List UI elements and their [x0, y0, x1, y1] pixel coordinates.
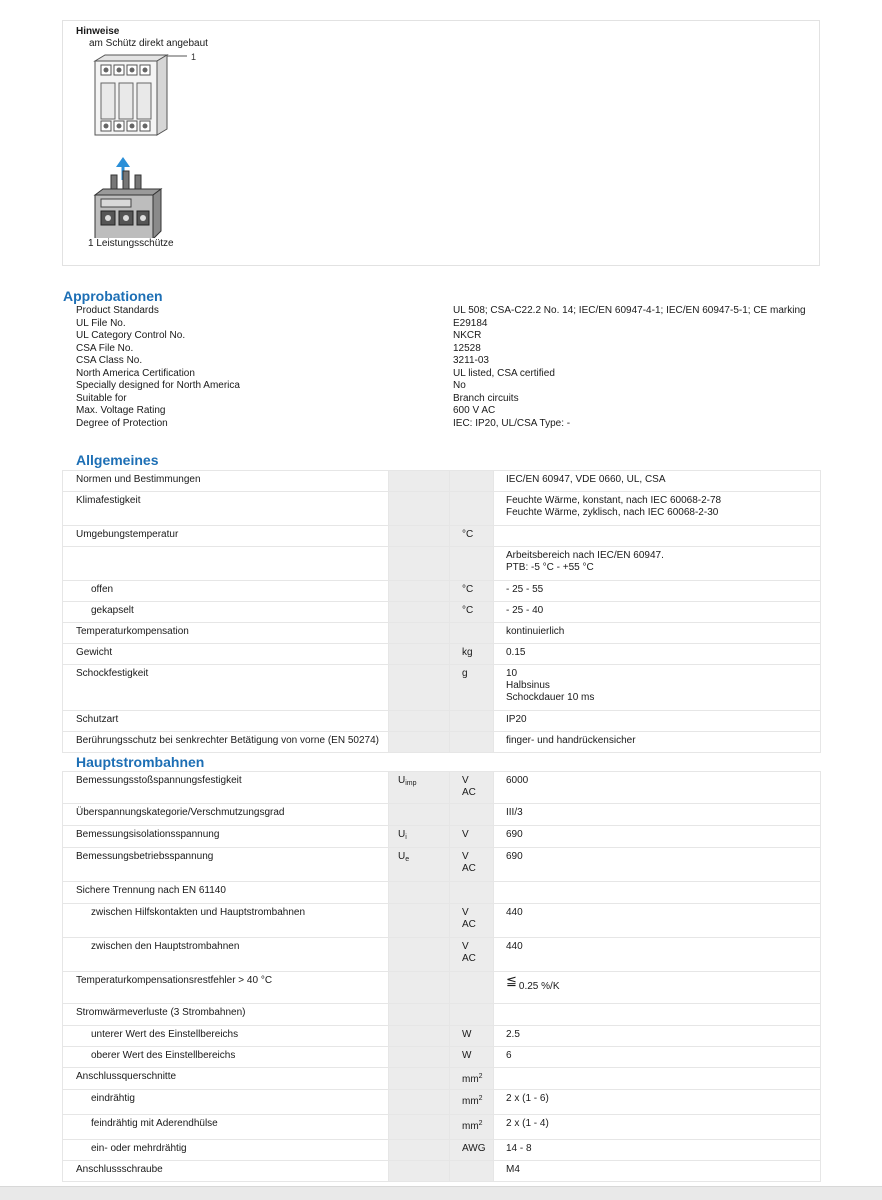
spec-value: kontinuierlich	[494, 623, 821, 644]
spec-symbol	[389, 904, 450, 938]
approbation-row	[76, 330, 820, 343]
spec-unit: $mm^2$	[450, 1115, 494, 1140]
table-row	[63, 1090, 821, 1115]
table-row	[63, 1004, 821, 1026]
spec-value: ≦ 0.25 %/K	[494, 972, 821, 1004]
spec-symbol	[389, 1161, 450, 1182]
spec-label: Anschlussquerschnitte	[63, 1068, 389, 1090]
approbation-label: CSA Class No.	[76, 355, 143, 366]
hinweise-title: Hinweise	[76, 26, 120, 37]
spec-label: Überspannungskategorie/Verschmutzungsgrad	[63, 804, 389, 826]
spec-label: Klimafestigkeit	[63, 492, 389, 526]
approbation-row	[76, 343, 820, 356]
hinweise-caption: 1 Leistungsschütze	[88, 238, 174, 249]
spec-symbol	[389, 804, 450, 826]
approbation-label: Max. Voltage Rating	[76, 405, 166, 416]
hauptstrombahnen-title: Hauptstrombahnen	[76, 754, 205, 770]
approbation-row	[76, 380, 820, 393]
allgemeines-title: Allgemeines	[76, 452, 159, 468]
approbation-label: Product Standards	[76, 305, 159, 316]
spec-symbol	[389, 1090, 450, 1115]
table-row	[63, 602, 821, 623]
spec-value: IP20	[494, 711, 821, 732]
spec-unit: °C	[450, 581, 494, 602]
contactor-drawing	[95, 55, 187, 135]
spec-unit: V	[450, 826, 494, 848]
approbation-label: UL Category Control No.	[76, 330, 186, 341]
spec-unit: kg	[450, 644, 494, 665]
approbation-value: E29184	[453, 317, 488, 329]
spec-label: Berührungsschutz bei senkrechter Betätigung von vorne (EN 50274)	[63, 732, 389, 753]
table-row	[63, 1115, 821, 1140]
spec-value: 2.5	[494, 1026, 821, 1047]
spec-value: 2 x (1 - 4)	[494, 1115, 821, 1140]
spec-label: Schutzart	[63, 711, 389, 732]
approbation-row	[76, 355, 820, 368]
approbation-value: 600 V AC	[453, 405, 496, 416]
table-row	[63, 732, 821, 753]
spec-label: feindrähtig mit Aderendhülse	[63, 1115, 389, 1140]
spec-symbol	[389, 665, 450, 711]
table-row	[63, 1161, 821, 1182]
spec-symbol	[389, 492, 450, 526]
spec-label: Stromwärmeverluste (3 Strombahnen)	[63, 1004, 389, 1026]
table-row	[63, 492, 821, 526]
spec-value: III/3	[494, 804, 821, 826]
spec-symbol	[389, 732, 450, 753]
spec-symbol	[389, 581, 450, 602]
table-row	[63, 938, 821, 972]
table-row	[63, 665, 821, 711]
table-row	[63, 1047, 821, 1068]
spec-unit	[450, 623, 494, 644]
spec-symbol: $U_i$	[389, 826, 450, 848]
spec-symbol	[389, 526, 450, 547]
spec-unit	[450, 547, 494, 581]
spec-unit: $mm^2$	[450, 1090, 494, 1115]
spec-unit: V AC	[450, 772, 494, 804]
spec-symbol	[389, 1026, 450, 1047]
spec-label: Temperaturkompensationsrestfehler > 40 °C	[63, 972, 389, 1004]
approbation-value: UL listed, CSA certified	[453, 367, 555, 379]
spec-unit: W	[450, 1047, 494, 1068]
spec-value: 6000	[494, 772, 821, 804]
spec-symbol	[389, 938, 450, 972]
table-row	[63, 882, 821, 904]
table-row	[63, 526, 821, 547]
less-equal-icon: ≦	[506, 973, 517, 988]
table-row	[63, 904, 821, 938]
spec-label	[63, 547, 389, 581]
spec-label: oberer Wert des Einstellbereichs	[63, 1047, 389, 1068]
table-row	[63, 772, 821, 804]
spec-symbol	[389, 644, 450, 665]
spec-symbol	[389, 882, 450, 904]
spec-label: offen	[63, 581, 389, 602]
spec-value	[494, 1068, 821, 1090]
table-row	[63, 471, 821, 492]
spec-unit: g	[450, 665, 494, 711]
table-row	[63, 1026, 821, 1047]
approbation-label: North America Certification	[76, 367, 195, 379]
spec-value: 440	[494, 938, 821, 972]
spec-value: - 25 - 55	[494, 581, 821, 602]
table-row	[63, 644, 821, 665]
table-row	[63, 581, 821, 602]
hinweise-box	[62, 20, 820, 266]
approbation-value: 12528	[453, 342, 481, 354]
approbation-row	[76, 368, 820, 381]
spec-label: Bemessungsstoßspannungsfestigkeit	[63, 772, 389, 804]
table-row	[63, 1140, 821, 1161]
spec-value: - 25 - 40	[494, 602, 821, 623]
spec-unit	[450, 492, 494, 526]
approbation-label: Suitable for	[76, 392, 127, 404]
spec-label: Bemessungsbetriebsspannung	[63, 848, 389, 882]
spec-label: Temperaturkompensation	[63, 623, 389, 644]
spec-value: M4	[494, 1161, 821, 1182]
approbation-label: UL File No.	[76, 317, 126, 329]
spec-label: Anschlussschraube	[63, 1161, 389, 1182]
callout-number: 1	[191, 53, 197, 62]
spec-label: Normen und Bestimmungen	[63, 471, 389, 492]
approbation-value: 3211-03	[453, 355, 489, 366]
table-row	[63, 623, 821, 644]
approbation-label: CSA File No.	[76, 342, 134, 354]
table-row	[63, 826, 821, 848]
table-row	[63, 848, 821, 882]
spec-value	[494, 882, 821, 904]
approbation-row	[76, 418, 820, 431]
spec-symbol	[389, 471, 450, 492]
spec-symbol	[389, 1140, 450, 1161]
spec-value: 690	[494, 848, 821, 882]
spec-unit: V AC	[450, 904, 494, 938]
spec-label: zwischen Hilfskontakten und Hauptstrombahnen	[63, 904, 389, 938]
contactor-relay-illustration	[83, 53, 263, 238]
spec-value: finger- und handrückensicher	[494, 732, 821, 753]
table-row	[63, 547, 821, 581]
overload-relay-drawing	[95, 171, 161, 238]
approbation-row	[76, 318, 820, 331]
spec-label: Gewicht	[63, 644, 389, 665]
spec-label: Schockfestigkeit	[63, 665, 389, 711]
spec-value: 2 x (1 - 6)	[494, 1090, 821, 1115]
spec-value: 690	[494, 826, 821, 848]
spec-label: unterer Wert des Einstellbereichs	[63, 1026, 389, 1047]
spec-value	[494, 526, 821, 547]
allgemeines-table	[62, 470, 821, 753]
spec-symbol	[389, 602, 450, 623]
approbation-row	[76, 405, 820, 418]
spec-label: Bemessungsisolationsspannung	[63, 826, 389, 848]
table-row	[63, 1068, 821, 1090]
approbation-row	[76, 305, 820, 318]
approbation-label: Specially designed for North America	[76, 380, 240, 391]
spec-unit	[450, 732, 494, 753]
spec-unit: °C	[450, 602, 494, 623]
spec-value: Feuchte Wärme, konstant, nach IEC 60068-2-78 Feuchte Wärme, zyklisch, nach IEC 60068-2-30	[494, 492, 821, 526]
table-row	[63, 972, 821, 1004]
spec-unit: °C	[450, 526, 494, 547]
spec-value: Arbeitsbereich nach IEC/EN 60947. PTB: -5 °C - +55 °C	[494, 547, 821, 581]
table-row	[63, 804, 821, 826]
hinweise-subtitle: am Schütz direkt angebaut	[89, 38, 208, 49]
approbation-value: UL 508; CSA-C22.2 No. 14; IEC/EN 60947-4-1; IEC/EN 60947-5-1; CE marking	[453, 305, 806, 316]
approbation-label: Degree of Protection	[76, 417, 168, 429]
spec-value: 0.15	[494, 644, 821, 665]
spec-unit: AWG	[450, 1140, 494, 1161]
spec-symbol	[389, 1068, 450, 1090]
spec-unit: V AC	[450, 848, 494, 882]
spec-symbol	[389, 1115, 450, 1140]
hauptstrombahnen-table	[62, 771, 821, 1182]
spec-label: eindrähtig	[63, 1090, 389, 1115]
spec-symbol: $U_{imp}$	[389, 772, 450, 804]
spec-value: 6	[494, 1047, 821, 1068]
spec-value: IEC/EN 60947, VDE 0660, UL, CSA	[494, 471, 821, 492]
approbation-value: IEC: IP20, UL/CSA Type: -	[453, 417, 571, 429]
spec-value: 440	[494, 904, 821, 938]
approbation-value: Branch circuits	[453, 392, 519, 404]
approbation-row	[76, 393, 820, 406]
spec-unit: W	[450, 1026, 494, 1047]
spec-unit	[450, 804, 494, 826]
spec-label: gekapselt	[63, 602, 389, 623]
spec-label: ein- oder mehrdrähtig	[63, 1140, 389, 1161]
spec-value: 10 Halbsinus Schockdauer 10 ms	[494, 665, 821, 711]
approbation-value: NKCR	[453, 330, 482, 341]
spec-symbol	[389, 547, 450, 581]
approbationen-list	[76, 305, 820, 430]
spec-symbol: $U_e$	[389, 848, 450, 882]
spec-unit	[450, 1161, 494, 1182]
spec-unit	[450, 711, 494, 732]
spec-unit: V AC	[450, 938, 494, 972]
table-row	[63, 711, 821, 732]
spec-unit: $mm^2$	[450, 1068, 494, 1090]
spec-unit	[450, 1004, 494, 1026]
spec-value: 14 - 8	[494, 1140, 821, 1161]
spec-unit	[450, 471, 494, 492]
spec-symbol	[389, 711, 450, 732]
spec-unit	[450, 882, 494, 904]
approbation-value: No	[453, 380, 466, 391]
spec-symbol	[389, 623, 450, 644]
approbationen-title: Approbationen	[63, 288, 163, 304]
spec-label: zwischen den Hauptstrombahnen	[63, 938, 389, 972]
spec-unit	[450, 972, 494, 1004]
bottom-scroll-bar[interactable]	[0, 1186, 882, 1200]
spec-label: Sichere Trennung nach EN 61140	[63, 882, 389, 904]
spec-symbol	[389, 1004, 450, 1026]
spec-label: Umgebungstemperatur	[63, 526, 389, 547]
spec-symbol	[389, 1047, 450, 1068]
spec-value	[494, 1004, 821, 1026]
spec-symbol	[389, 972, 450, 1004]
